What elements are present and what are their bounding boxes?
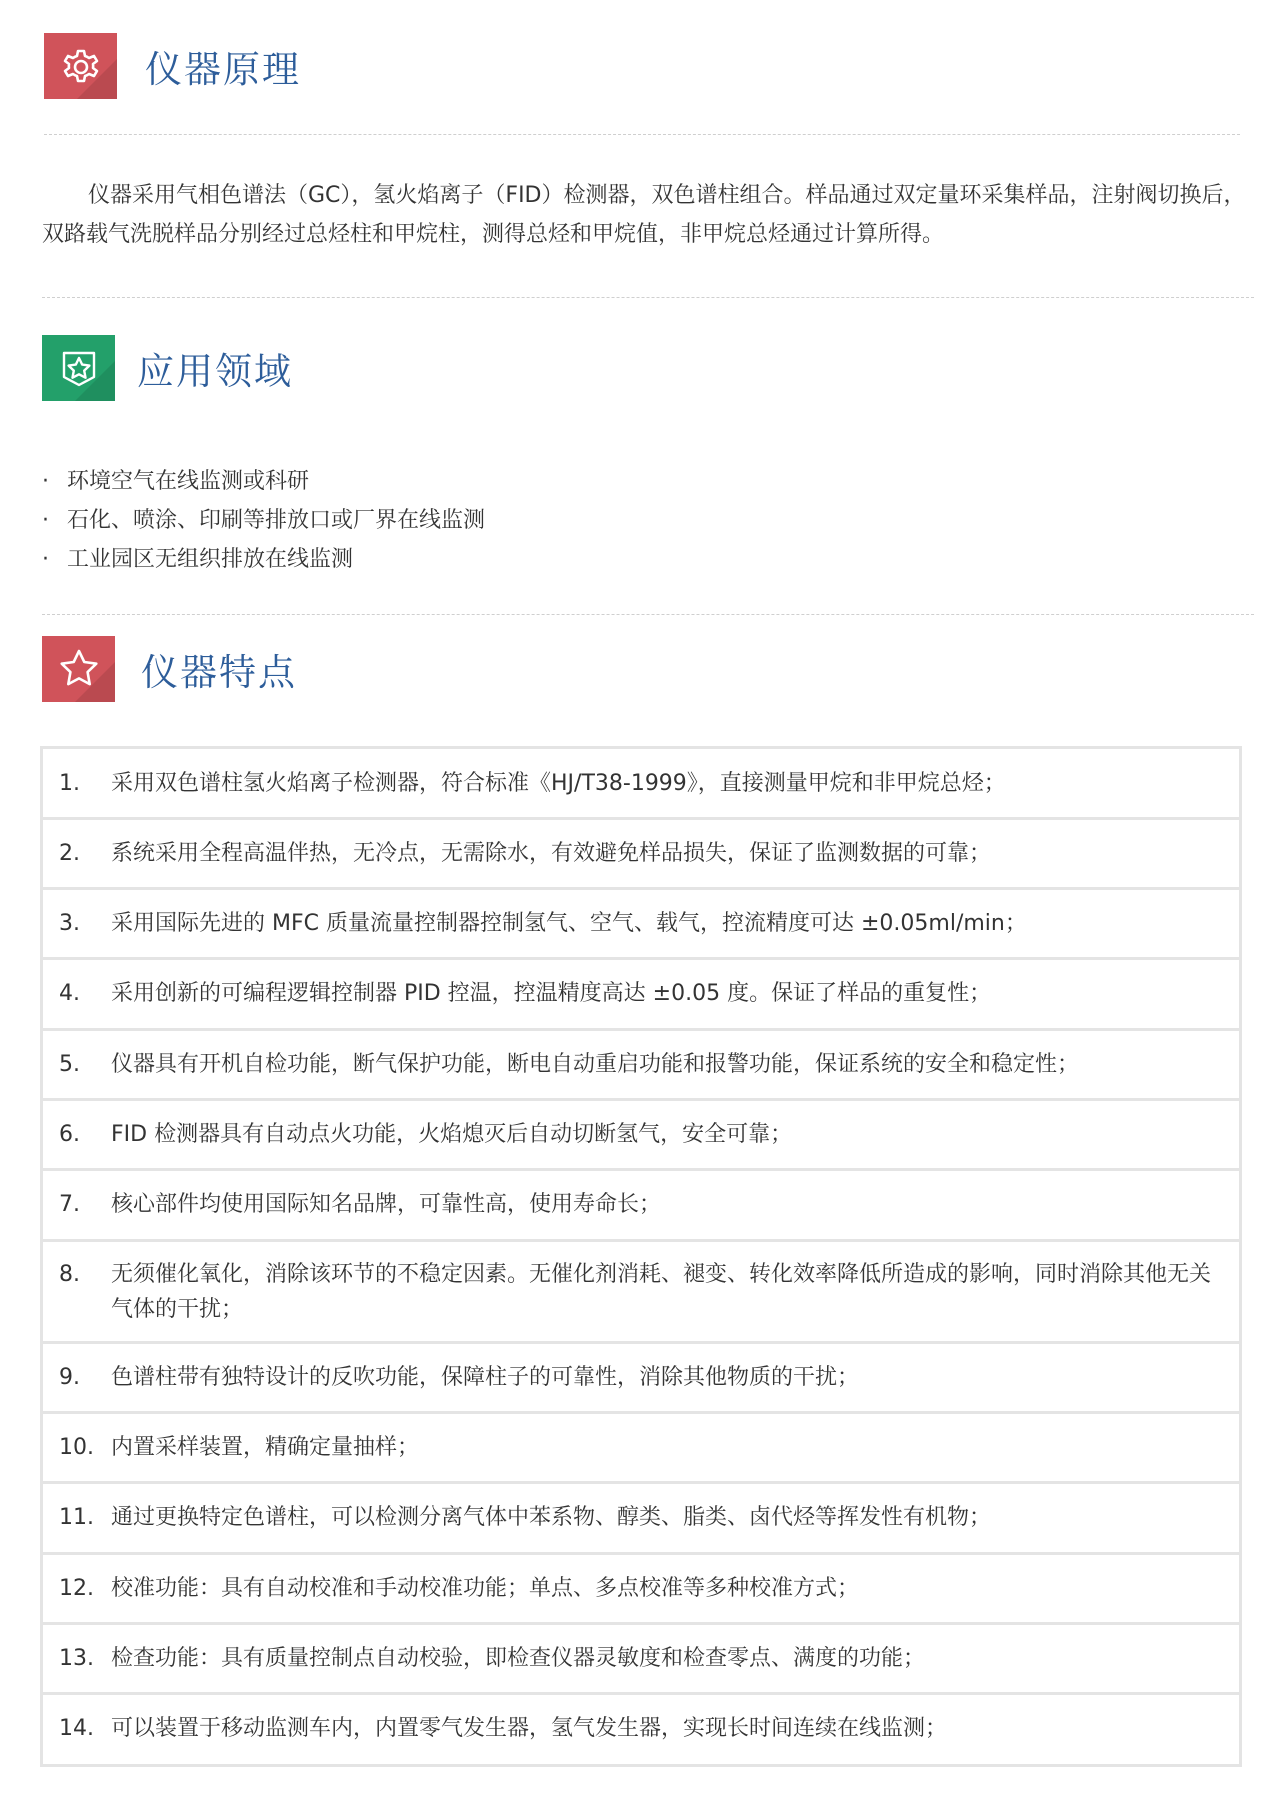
table-row: 12. 校准功能：具有自动校准和手动校准功能；单点、多点校准等多种校准方式； [43, 1555, 1239, 1625]
list-item: · 环境空气在线监测或科研 [42, 469, 310, 494]
table-row: 13. 检查功能：具有质量控制点自动校验，即检查仪器灵敏度和检查零点、满度的功能； [43, 1625, 1239, 1695]
divider-2 [42, 297, 1254, 298]
principle-text: 仪器采用气相色谱法（GC），氢火焰离子（FID）检测器，双色谱柱组合。样品通过双定量环采集样品，注射阀切换后，双路载气洗脱样品分别经过总烃柱和甲烷柱，测得总烃和甲烷值，非甲烷总烃通过计算所得。 [42, 183, 1246, 247]
list-item: · 石化、喷涂、印刷等排放口或厂界在线监测 [42, 508, 486, 533]
gear-icon [59, 44, 103, 88]
table-row: 2. 系统采用全程高温伴热，无冷点，无需除水，有效避免样品损失，保证了监测数据的可靠； [43, 820, 1239, 890]
applications-icon-box [42, 335, 115, 401]
table-row: 6. FID 检测器具有自动点火功能，火焰熄灭后自动切断氢气，安全可靠； [43, 1101, 1239, 1171]
table-row: 11. 通过更换特定色谱柱，可以检测分离气体中苯系物、醇类、脂类、卤代烃等挥发性有机物； [43, 1484, 1239, 1555]
applications-list [42, 462, 485, 579]
features-title: 仪器特点 [141, 651, 297, 694]
table-row: 9. 色谱柱带有独特设计的反吹功能，保障柱子的可靠性，消除其他物质的干扰； [43, 1344, 1239, 1414]
divider-1 [44, 134, 1240, 135]
table-row: 8. 无须催化氧化，消除该环节的不稳定因素。无催化剂消耗、褪变、转化效率降低所造成的影响，同时消除其他无关气体的干扰； [43, 1242, 1239, 1344]
divider-3 [42, 614, 1254, 615]
table-row: 4. 采用创新的可编程逻辑控制器 PID 控温，控温精度高达 ±0.05 度。保证了样品的重复性； [43, 960, 1239, 1031]
principle-header [44, 33, 301, 99]
features-header [42, 636, 297, 702]
table-row: 5. 仪器具有开机自检功能，断气保护功能，断电自动重启功能和报警功能，保证系统的安全和稳定性； [43, 1031, 1239, 1101]
principle-title: 仪器原理 [145, 48, 301, 91]
table-row: 7. 核心部件均使用国际知名品牌，可靠性高，使用寿命长； [43, 1171, 1239, 1242]
features-icon-box [42, 636, 115, 702]
principle-icon-box [44, 33, 117, 99]
table-row: 10. 内置采样装置，精确定量抽样； [43, 1414, 1239, 1484]
applications-title: 应用领域 [137, 350, 293, 393]
table-row: 3. 采用国际先进的 MFC 质量流量控制器控制氢气、空气、载气，控流精度可达 ±0.05ml/min； [43, 890, 1239, 960]
star-badge-icon [58, 347, 100, 389]
list-item: · 工业园区无组织排放在线监测 [42, 547, 354, 572]
table-row: 1. 采用双色谱柱氢火焰离子检测器，符合标准《HJ/T38-1999》，直接测量甲烷和非甲烷总烃； [43, 749, 1239, 820]
table-row: 14. 可以装置于移动监测车内，内置零气发生器，氢气发生器，实现长时间连续在线监测； [59, 1716, 948, 1741]
star-icon [56, 646, 102, 692]
applications-header [42, 335, 293, 401]
features-table [40, 746, 1242, 1767]
